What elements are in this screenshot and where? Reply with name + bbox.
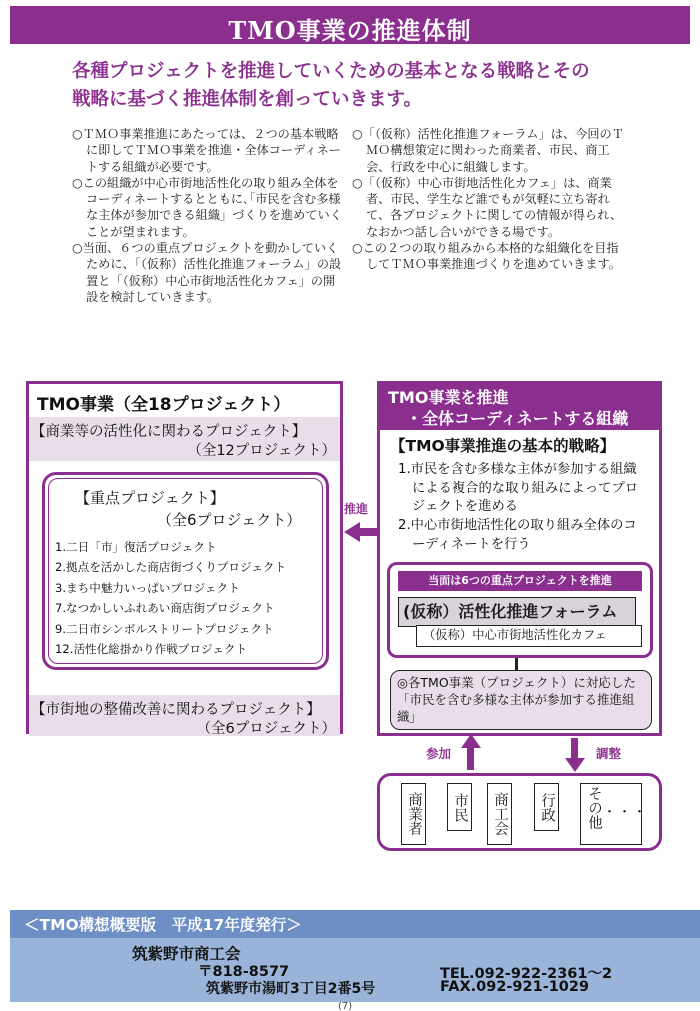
footer-tel: TEL.092-922-2361～2	[440, 966, 613, 982]
commerce-band	[29, 417, 340, 461]
priority-projects-box	[42, 472, 329, 670]
arrow-up-shaft	[467, 748, 474, 770]
body-column-right	[352, 126, 624, 273]
arrow-down-shaft	[571, 738, 578, 760]
arrow-up-icon	[461, 734, 481, 748]
body-paragraph: ○この組織が中心市街地活性化の取り組み全体をコーディネートするとともに､｢市民を含む多様な主体が参加できる組織」づくりを進めていくことが望まれます。	[72, 175, 342, 239]
cafe-label: （仮称）中心市街地活性化カフェ	[416, 625, 642, 647]
coordination-org-header	[380, 384, 659, 430]
tmo-projects-box	[26, 381, 343, 737]
priority-subtitle: （全6プロジェクト）	[157, 511, 302, 529]
lead-text	[72, 58, 682, 114]
participate-label: 参加	[426, 746, 452, 761]
footer-address: 筑紫野市湯町3丁目2番5号	[206, 981, 376, 997]
project-list	[55, 537, 286, 659]
member-merchants: 商業者	[401, 783, 426, 845]
lead-line-1: 各種プロジェクトを推進していくための基本となる戦略とその	[72, 61, 590, 82]
tmo-projects-heading: TMO事業（全18プロジェクト）	[37, 395, 291, 415]
footer-header	[10, 910, 700, 938]
body-paragraph: ○ＴＭＯ事業推進にあたっては、２つの基本戦略に即してＴＭＯ事業を推進・全体コーディネートする組織が必要です。	[72, 127, 341, 174]
member-others	[580, 783, 649, 845]
list-item: 12.活性化総掛かり作戦プロジェクト	[55, 642, 248, 657]
urban-line-1: 【市街地の整備改善に関わるプロジェクト】	[31, 702, 321, 718]
body-paragraph: ○「（仮称）中心市街地活性化カフェ」は、商業者、市民、学生など誰でもが気軽に立ち寄れて、各プロジェクトに関しての情報が得られ、なおかつ話し合いができる場です。	[352, 175, 623, 239]
priority-badge: 当面は6つの重点プロジェクトを推進	[398, 571, 642, 591]
title-bar	[10, 6, 690, 44]
strategy-title: 【TMO事業推進の基本的戦略】	[390, 437, 616, 455]
member-citizens: 市民	[447, 783, 472, 831]
commerce-line-1: 【商業等の活性化に関わるプロジェクト】	[31, 424, 307, 440]
arrow-down-icon	[565, 758, 585, 772]
urban-band	[29, 695, 340, 736]
coordinate-label: 調整	[596, 746, 622, 761]
body-column-left	[72, 126, 344, 305]
list-item: 2.中心市街地活性化の取り組み全体のコーディネートを行う	[398, 518, 637, 552]
promotion-org-box: ◎各TMO事業（プロジェクト）に対応した「市民を含む多様な主体が参加する推進組織」	[390, 670, 652, 730]
coordination-org-box	[377, 381, 662, 736]
commerce-line-2: （全12プロジェクト）	[187, 443, 336, 459]
body-paragraph: ○「（仮称）活性化推進フォーラム」は、今回のＴＭＯ構想策定に関わった商業者、市民、商工会、行政を中心に組織します。	[352, 127, 624, 174]
body-paragraph: ○当面、６つの重点プロジェクトを動かしていくために、「（仮称）活性化推進フォーラム」の設置と「（仮称）中心市街地活性化カフェ」の開設を検討していきます。	[72, 241, 342, 304]
footer-title: ＜TMO構想概要版 平成17年度発行＞	[24, 916, 302, 934]
promote-arrow-label: 推進	[344, 502, 369, 516]
list-item: 9.二日市シンボルストリートプロジェクト	[55, 621, 274, 636]
member-government: 行政	[534, 783, 559, 831]
list-item: 1.二日「市」復活プロジェクト	[55, 540, 217, 554]
footer-zip: 〒818-8577	[198, 964, 290, 980]
member-chamber: 商工会	[487, 783, 512, 845]
urban-line-2: （全6プロジェクト）	[196, 721, 336, 737]
list-item: 2.拠点を活かした商店街づくりプロジェクト	[55, 560, 287, 575]
body-paragraph: ○この２つの取り組みから本格的な組織化を目指してＴＭＯ事業推進づくりを進めていきます。	[352, 241, 621, 272]
coordination-head-line-2: ・全体コーディネートする組織	[406, 409, 629, 428]
footer-org: 筑紫野市商工会	[132, 945, 241, 963]
members-box	[377, 773, 662, 851]
list-item: 1.市民を含む多様な主体が参加する組織による複合的な取り組みによってプロジェクトを進める	[398, 462, 639, 515]
coordination-head-line-1: TMO事業を推進	[388, 388, 509, 407]
page-number: (7)	[338, 1001, 353, 1011]
arrow-left-icon	[358, 528, 378, 536]
arrow-left-head-icon	[344, 522, 360, 542]
list-item: 3.まち中魅力いっぱいプロジェクト	[55, 580, 240, 595]
strategy-list	[398, 461, 650, 555]
lead-line-2: 戦略に基づく推進体制を創っていきます。	[72, 89, 423, 110]
forum-label: (仮称）活性化推進フォーラム	[398, 597, 636, 627]
forum-group	[387, 562, 653, 658]
list-item: 7.なつかしいふれあい商店街プロジェクト	[55, 601, 275, 616]
priority-title: 【重点プロジェクト】	[75, 489, 225, 507]
member-others-dots: ・・・	[603, 805, 649, 820]
footer-fax: FAX.092-921-1029	[440, 979, 590, 995]
page-title: TMO事業の推進体制	[228, 16, 472, 45]
member-others-label: その他	[586, 786, 602, 830]
connector-line	[515, 658, 518, 670]
footer	[10, 910, 700, 1002]
